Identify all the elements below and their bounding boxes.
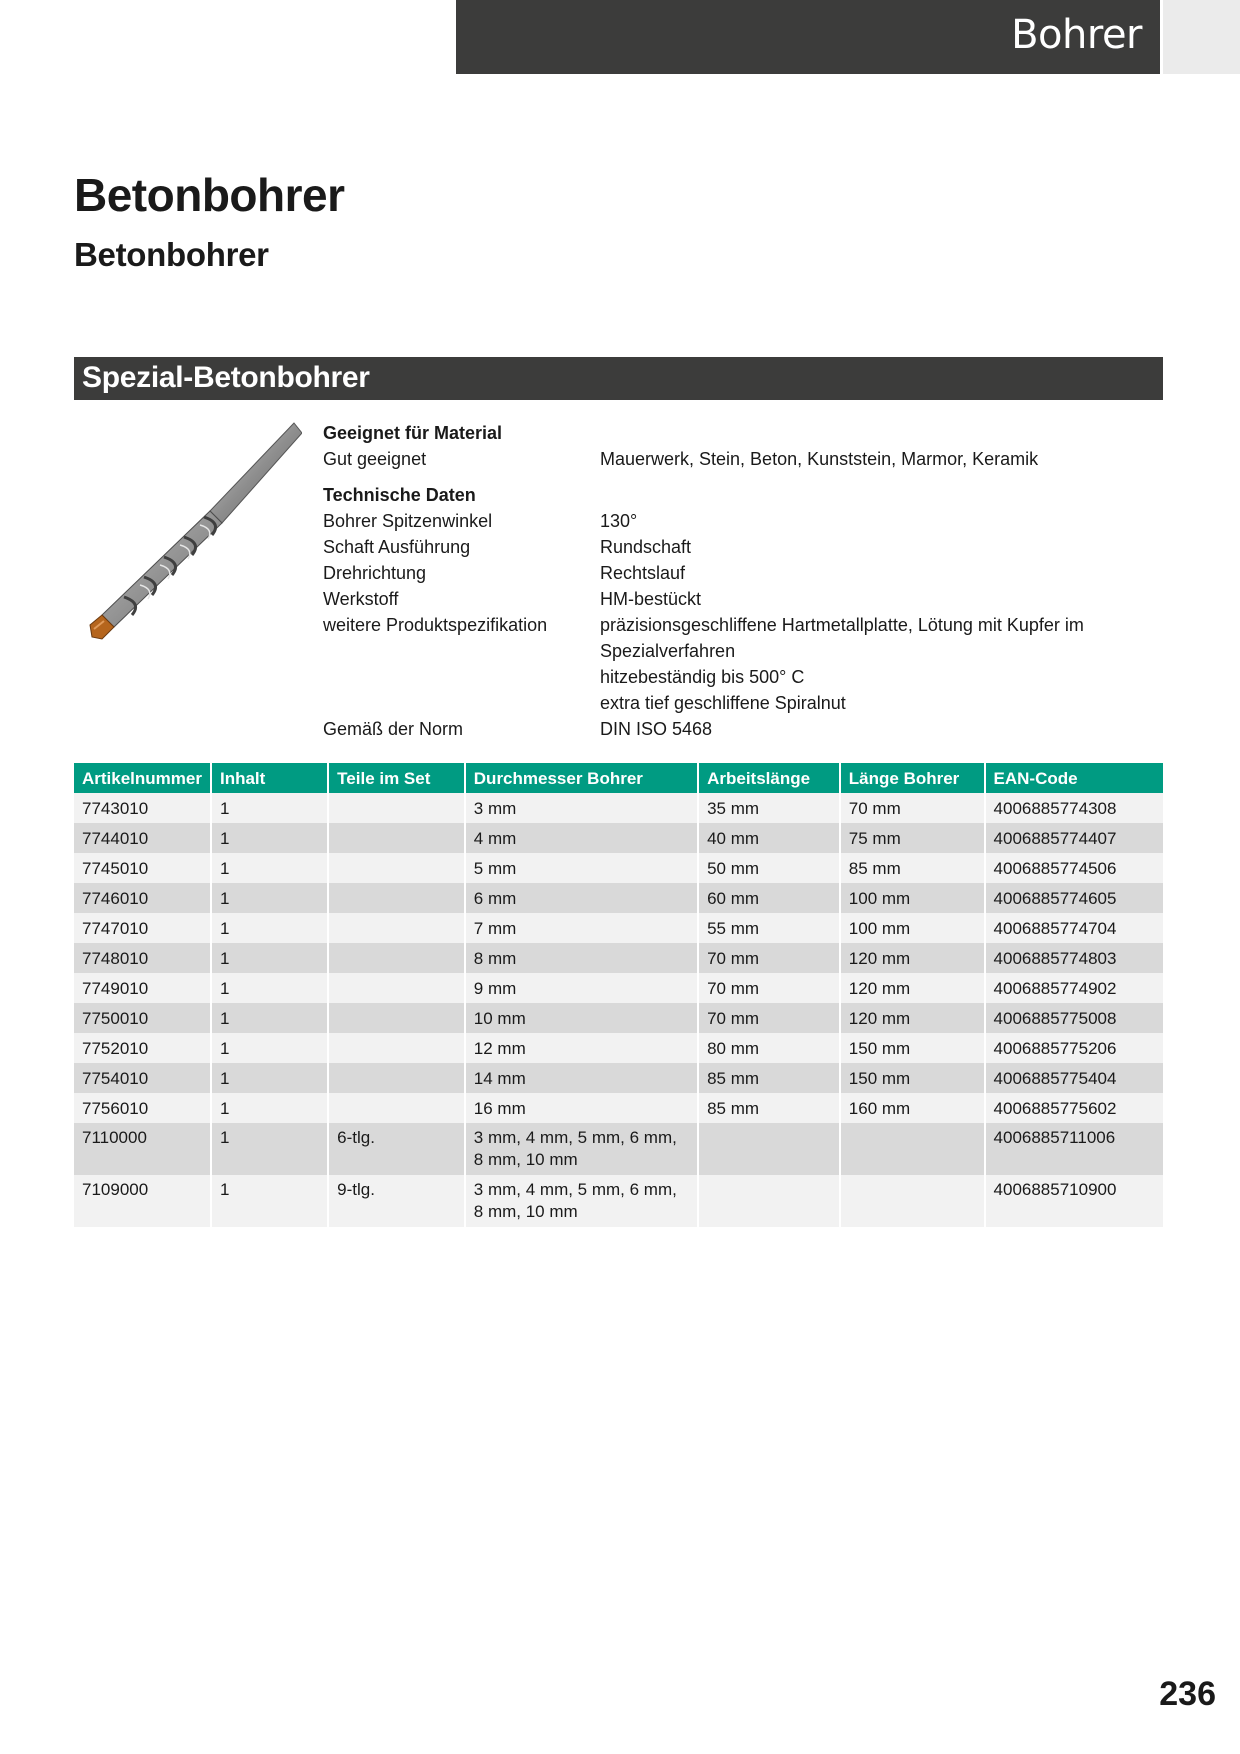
spec-row-extra — [323, 612, 1163, 716]
column-header: Länge Bohrer — [840, 763, 985, 793]
table-cell: 75 mm — [840, 823, 985, 853]
table-cell — [840, 1123, 985, 1175]
table-cell: 55 mm — [698, 913, 840, 943]
spec-value: Rundschaft — [600, 537, 692, 557]
table-cell: 7754010 — [74, 1063, 211, 1093]
table-cell: 160 mm — [840, 1093, 985, 1123]
spec-value: 130° — [600, 511, 638, 531]
table-cell: 4 mm — [465, 823, 698, 853]
chapter-header-bar — [456, 0, 1160, 74]
table-cell: 7748010 — [74, 943, 211, 973]
section-title: Spezial-Betonbohrer — [82, 361, 370, 394]
table-cell: 4006885774704 — [985, 913, 1163, 943]
table-cell: 7743010 — [74, 793, 211, 823]
spec-label: Gemäß der Norm — [323, 719, 464, 739]
spec-label: Gut geeignet — [323, 449, 427, 469]
table-cell: 5 mm — [465, 853, 698, 883]
table-cell: 1 — [211, 943, 328, 973]
table-row — [74, 883, 1163, 913]
table-cell: 1 — [211, 1093, 328, 1123]
table-cell: 4006885775206 — [985, 1033, 1163, 1063]
table-cell: 7745010 — [74, 853, 211, 883]
table-cell: 7756010 — [74, 1093, 211, 1123]
table-cell: 9 mm — [465, 973, 698, 1003]
table-cell: 6 mm — [465, 883, 698, 913]
spec-row — [323, 560, 1163, 586]
table-cell: 4006885710900 — [985, 1175, 1163, 1227]
table-cell: 50 mm — [698, 853, 840, 883]
table-cell: 1 — [211, 853, 328, 883]
table-row — [74, 823, 1163, 853]
spec-label: Bohrer Spitzenwinkel — [323, 511, 493, 531]
table-row — [74, 853, 1163, 883]
spec-value: extra tief geschliffene Spiralnut — [600, 693, 846, 713]
table-row — [74, 793, 1163, 823]
table-cell: 85 mm — [840, 853, 985, 883]
column-header: EAN-Code — [985, 763, 1163, 793]
table-cell: 3 mm, 4 mm, 5 mm, 6 mm, 8 mm, 10 mm — [465, 1175, 698, 1227]
table-cell: 1 — [211, 1033, 328, 1063]
table-cell: 60 mm — [698, 883, 840, 913]
table-cell — [328, 823, 465, 853]
column-header: Inhalt — [211, 763, 328, 793]
table-cell: 120 mm — [840, 943, 985, 973]
table-cell: 1 — [211, 823, 328, 853]
table-cell: 4006885774407 — [985, 823, 1163, 853]
table-row — [74, 1123, 1163, 1175]
table-cell — [698, 1175, 840, 1227]
spec-label: Werkstoff — [323, 589, 399, 609]
table-cell: 1 — [211, 1175, 328, 1227]
table-cell: 4006885774506 — [985, 853, 1163, 883]
spec-value: Rechtslauf — [600, 563, 686, 583]
table-cell: 1 — [211, 1003, 328, 1033]
table-cell: 35 mm — [698, 793, 840, 823]
table-row — [74, 973, 1163, 1003]
spec-value: hitzebeständig bis 500° C — [600, 667, 805, 687]
table-cell — [840, 1175, 985, 1227]
table-row — [74, 1093, 1163, 1123]
column-header: Teile im Set — [328, 763, 465, 793]
column-header: Durchmesser Bohrer — [465, 763, 698, 793]
table-cell: 100 mm — [840, 913, 985, 943]
table-cell: 10 mm — [465, 1003, 698, 1033]
table-cell: 3 mm — [465, 793, 698, 823]
table-cell: 4006885711006 — [985, 1123, 1163, 1175]
spec-row — [323, 534, 1163, 560]
material-heading: Geeignet für Material — [323, 423, 503, 443]
table-cell: 70 mm — [698, 973, 840, 1003]
table-cell — [328, 883, 465, 913]
table-cell: 7747010 — [74, 913, 211, 943]
spec-label: Schaft Ausführung — [323, 537, 471, 557]
table-cell: 1 — [211, 883, 328, 913]
spec-row — [323, 586, 1163, 612]
spec-row-material — [323, 446, 1163, 472]
table-cell: 1 — [211, 793, 328, 823]
section-header-bar — [74, 357, 1163, 400]
table-row — [74, 1033, 1163, 1063]
spec-value: HM-bestückt — [600, 589, 702, 609]
table-row — [74, 913, 1163, 943]
table-cell: 4006885774902 — [985, 973, 1163, 1003]
table-row — [74, 1003, 1163, 1033]
spec-row-norm — [323, 716, 1163, 742]
table-header-row — [74, 763, 1163, 793]
table-cell — [328, 943, 465, 973]
table-cell: 4006885774605 — [985, 883, 1163, 913]
spec-value-list — [600, 612, 1163, 716]
table-cell — [328, 1063, 465, 1093]
table-cell: 7746010 — [74, 883, 211, 913]
table-cell: 9-tlg. — [328, 1175, 465, 1227]
table-row — [74, 1063, 1163, 1093]
page-number: 236 — [1159, 1675, 1216, 1713]
table-cell — [698, 1123, 840, 1175]
table-cell: 7744010 — [74, 823, 211, 853]
spec-row — [323, 508, 1163, 534]
table-cell: 80 mm — [698, 1033, 840, 1063]
table-cell: 7110000 — [74, 1123, 211, 1175]
table-cell: 70 mm — [698, 1003, 840, 1033]
table-cell: 120 mm — [840, 1003, 985, 1033]
concrete-drill-bit-image — [72, 415, 302, 645]
table-cell: 100 mm — [840, 883, 985, 913]
spec-value: DIN ISO 5468 — [600, 719, 713, 739]
spec-label: Drehrichtung — [323, 563, 427, 583]
article-table — [74, 763, 1163, 1227]
table-cell: 1 — [211, 1063, 328, 1093]
table-cell — [328, 1093, 465, 1123]
spec-value: Mauerwerk, Stein, Beton, Kunststein, Marmor, Keramik — [600, 449, 1039, 469]
chapter-tab — [1163, 0, 1240, 74]
table-cell: 7752010 — [74, 1033, 211, 1063]
technical-data-heading: Technische Daten — [323, 485, 476, 505]
table-cell: 4006885775008 — [985, 1003, 1163, 1033]
table-cell: 7750010 — [74, 1003, 211, 1033]
chapter-title: Bohrer — [1011, 12, 1142, 58]
table-cell: 4006885775602 — [985, 1093, 1163, 1123]
spec-value: präzisionsgeschliffene Hartmetallplatte, Lötung mit Kupfer im Spezialverfahren — [600, 615, 1084, 661]
table-cell — [328, 913, 465, 943]
table-cell: 16 mm — [465, 1093, 698, 1123]
table-cell: 85 mm — [698, 1063, 840, 1093]
product-specifications — [323, 420, 1163, 742]
table-cell: 150 mm — [840, 1063, 985, 1093]
table-cell: 6-tlg. — [328, 1123, 465, 1175]
table-cell: 120 mm — [840, 973, 985, 1003]
table-cell: 3 mm, 4 mm, 5 mm, 6 mm, 8 mm, 10 mm — [465, 1123, 698, 1175]
table-row — [74, 1175, 1163, 1227]
spec-label: weitere Produktspezifikation — [323, 615, 548, 635]
table-cell: 85 mm — [698, 1093, 840, 1123]
table-cell — [328, 1033, 465, 1063]
table-cell: 12 mm — [465, 1033, 698, 1063]
table-row — [74, 943, 1163, 973]
column-header: Arbeitslänge — [698, 763, 840, 793]
table-cell — [328, 1003, 465, 1033]
table-cell: 8 mm — [465, 943, 698, 973]
column-header: Artikelnummer — [74, 763, 211, 793]
table-cell: 4006885774803 — [985, 943, 1163, 973]
table-cell: 1 — [211, 1123, 328, 1175]
table-cell — [328, 853, 465, 883]
table-cell: 70 mm — [840, 793, 985, 823]
table-cell: 7109000 — [74, 1175, 211, 1227]
table-cell: 14 mm — [465, 1063, 698, 1093]
table-cell: 40 mm — [698, 823, 840, 853]
page-subtitle: Betonbohrer — [74, 236, 269, 273]
table-cell: 7749010 — [74, 973, 211, 1003]
table-cell: 1 — [211, 973, 328, 1003]
table-cell: 4006885775404 — [985, 1063, 1163, 1093]
table-cell: 150 mm — [840, 1033, 985, 1063]
table-cell — [328, 973, 465, 1003]
table-cell: 4006885774308 — [985, 793, 1163, 823]
page-title: Betonbohrer — [74, 169, 345, 221]
table-cell: 70 mm — [698, 943, 840, 973]
table-cell: 7 mm — [465, 913, 698, 943]
table-cell: 1 — [211, 913, 328, 943]
table-cell — [328, 793, 465, 823]
